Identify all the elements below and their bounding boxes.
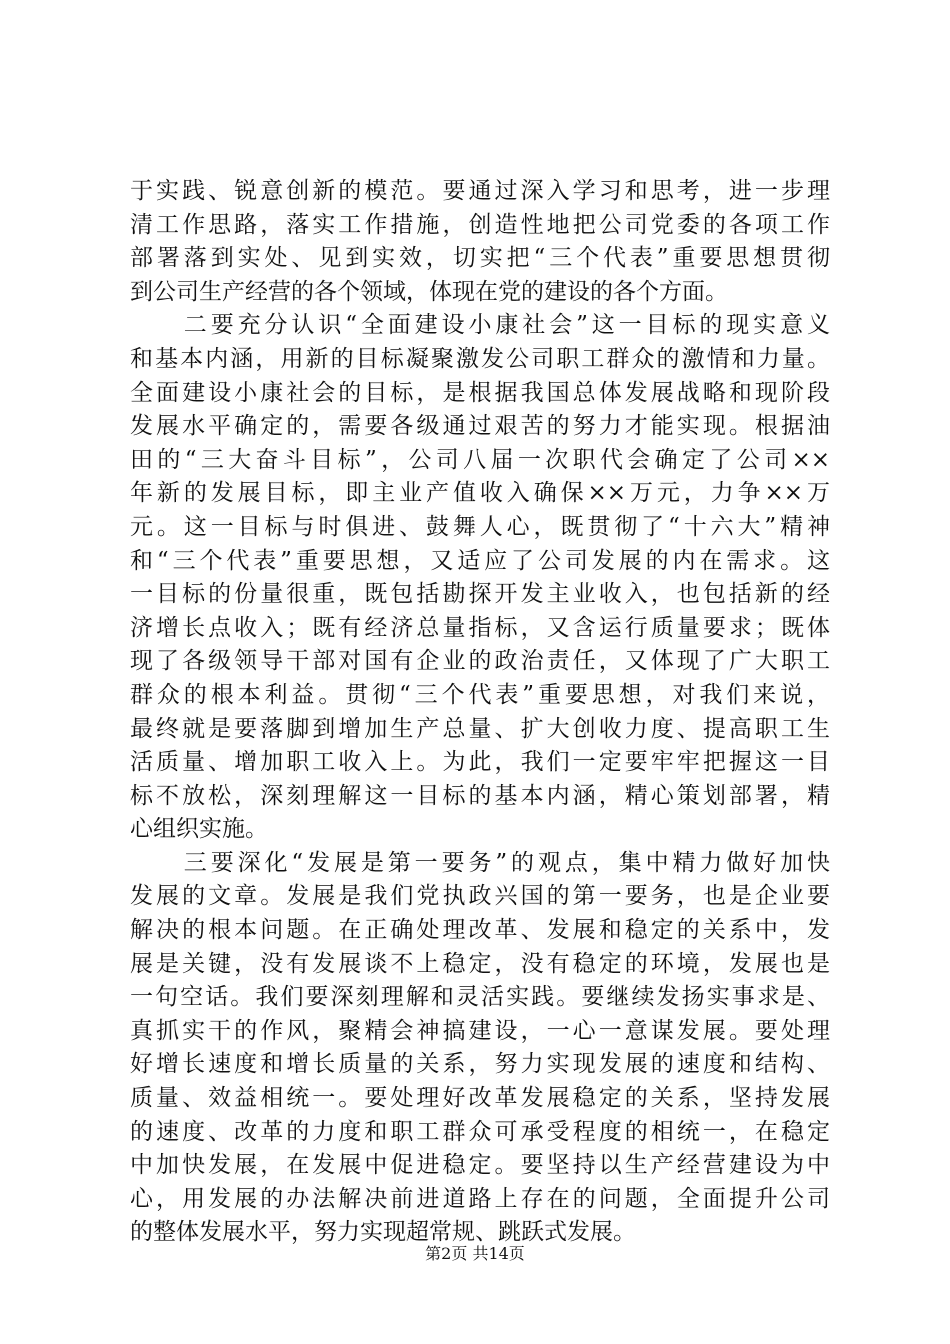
- text-line: 和基本内涵，用新的目标凝聚激发公司职工群众的激情和力量。: [130, 345, 830, 372]
- text-line: 活质量、增加职工收入上。为此，我们一定要牢牢把握这一目: [130, 749, 830, 776]
- text-line: 标不放松，深刻理解这一目标的基本内涵，精心策划部署，精: [130, 782, 830, 809]
- text-line: 展是关键，没有发展谈不上稳定，没有稳定的环境，发展也是: [130, 950, 830, 977]
- text-line: 的整体发展水平，努力实现超常规、跳跃式发展。: [130, 1219, 636, 1246]
- text-line: 济增长点收入；既有经济总量指标，又含运行质量要求；既体: [130, 614, 830, 641]
- text-line: 一句空话。我们要深刻理解和灵活实践。要继续发扬实事求是、: [130, 984, 830, 1011]
- text-line: 年新的发展目标，即主业产值收入确保××万元，力争××万: [130, 480, 830, 507]
- text-line: 真抓实干的作风，聚精会神搞建设，一心一意谋发展。要处理: [130, 1017, 830, 1044]
- text-line: 全面建设小康社会的目标，是根据我国总体发展战略和现阶段: [130, 379, 830, 406]
- text-line: 和“三个代表”重要思想，又适应了公司发展的内在需求。这: [130, 547, 830, 574]
- text-line: 发展的文章。发展是我们党执政兴国的第一要务，也是企业要: [130, 883, 830, 910]
- text-line: 发展水平确定的，需要各级通过艰苦的努力才能实现。根据油: [130, 413, 830, 440]
- text-line: 于实践、锐意创新的模范。要通过深入学习和思考，进一步理: [130, 178, 830, 204]
- text-line: 心组织实施。: [130, 816, 268, 843]
- text-line: 田的“三大奋斗目标”，公司八届一次职代会确定了公司××: [130, 446, 830, 473]
- text-line: 解决的根本问题。在正确处理改革、发展和稳定的关系中，发: [130, 917, 830, 944]
- text-line: 现了各级领导干部对国有企业的政治责任，又体现了广大职工: [130, 648, 830, 675]
- text-line: 质量、效益相统一。要处理好改革发展稳定的关系，坚持发展: [130, 1085, 830, 1112]
- text-line: 清工作思路，落实工作措施，创造性地把公司党委的各项工作: [130, 211, 830, 238]
- text-line: 元。这一目标与时俱进、鼓舞人心，既贯彻了“十六大”精神: [130, 513, 830, 540]
- page-footer: 第2页 共14页: [425, 1244, 525, 1263]
- text-line: 最终就是要落脚到增加生产总量、扩大创收力度、提高职工生: [130, 715, 830, 742]
- text-line: 心，用发展的办法解决前进道路上存在的问题，全面提升公司: [130, 1185, 830, 1212]
- text-line: 到公司生产经营的各个领域，体现在党的建设的各个方面。: [130, 278, 728, 305]
- text-line: 好增长速度和增长质量的关系，努力实现发展的速度和结构、: [130, 1051, 830, 1078]
- text-line: 三要深化“发展是第一要务”的观点，集中精力做好加快: [130, 849, 830, 876]
- text-line: 群众的根本利益。贯彻“三个代表”重要思想，对我们来说，: [130, 681, 830, 708]
- text-line: 部署落到实处、见到实效，切实把“三个代表”重要思想贯彻: [130, 245, 830, 272]
- document-body: [130, 175, 830, 1250]
- text-line: 一目标的份量很重，既包括勘探开发主业收入，也包括新的经: [130, 581, 830, 608]
- text-line: 二要充分认识“全面建设小康社会”这一目标的现实意义: [130, 312, 830, 339]
- text-line: 中加快发展，在发展中促进稳定。要坚持以生产经营建设为中: [130, 1152, 830, 1179]
- text-line: 的速度、改革的力度和职工群众可承受程度的相统一，在稳定: [130, 1118, 830, 1145]
